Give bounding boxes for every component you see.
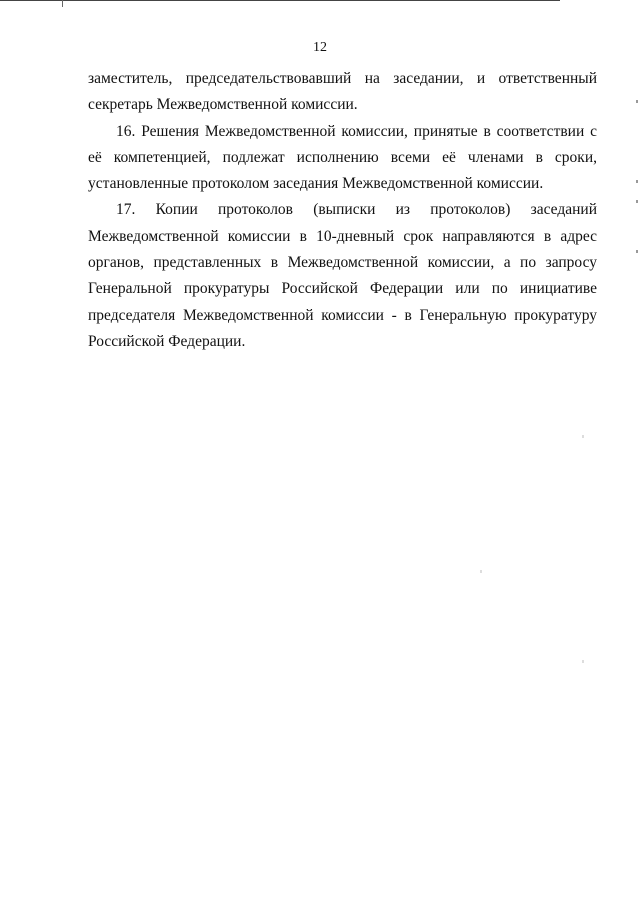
page-number: 12 xyxy=(313,40,327,55)
scan-edge-top xyxy=(0,0,560,1)
scan-artifact xyxy=(636,100,638,103)
paragraph-17: 17. Копии протоколов (выписки из протоколов) заседаний Межведомственной комиссии в 10-дневный срок направляются в адрес органов, представленных в Межведомственной комиссии, а по запросу Генеральной прокуратуры Российской Федерации или по инициативе председателя Межведомственной комиссии - в Генеральную прокуратуру Российской Федерации. xyxy=(88,201,597,350)
scan-edge-left xyxy=(62,0,63,7)
paragraph-continuation: заместитель, председательствовавший на заседании, и ответственный секретарь Межведомственной комиссии. xyxy=(88,70,597,114)
paragraph-16: 16. Решения Межведомственной комиссии, принятые в соответствии с её компетенцией, подлежат исполнению всеми её членами в сроки, установленные протоколом заседания Межведомственной комиссии. xyxy=(88,122,597,193)
scan-artifact xyxy=(636,200,638,203)
scan-artifact xyxy=(582,435,584,438)
scan-artifact xyxy=(636,180,638,183)
scan-artifact xyxy=(480,570,482,573)
scan-artifact xyxy=(582,660,584,663)
document-body xyxy=(88,66,597,355)
scan-artifact xyxy=(636,250,638,253)
